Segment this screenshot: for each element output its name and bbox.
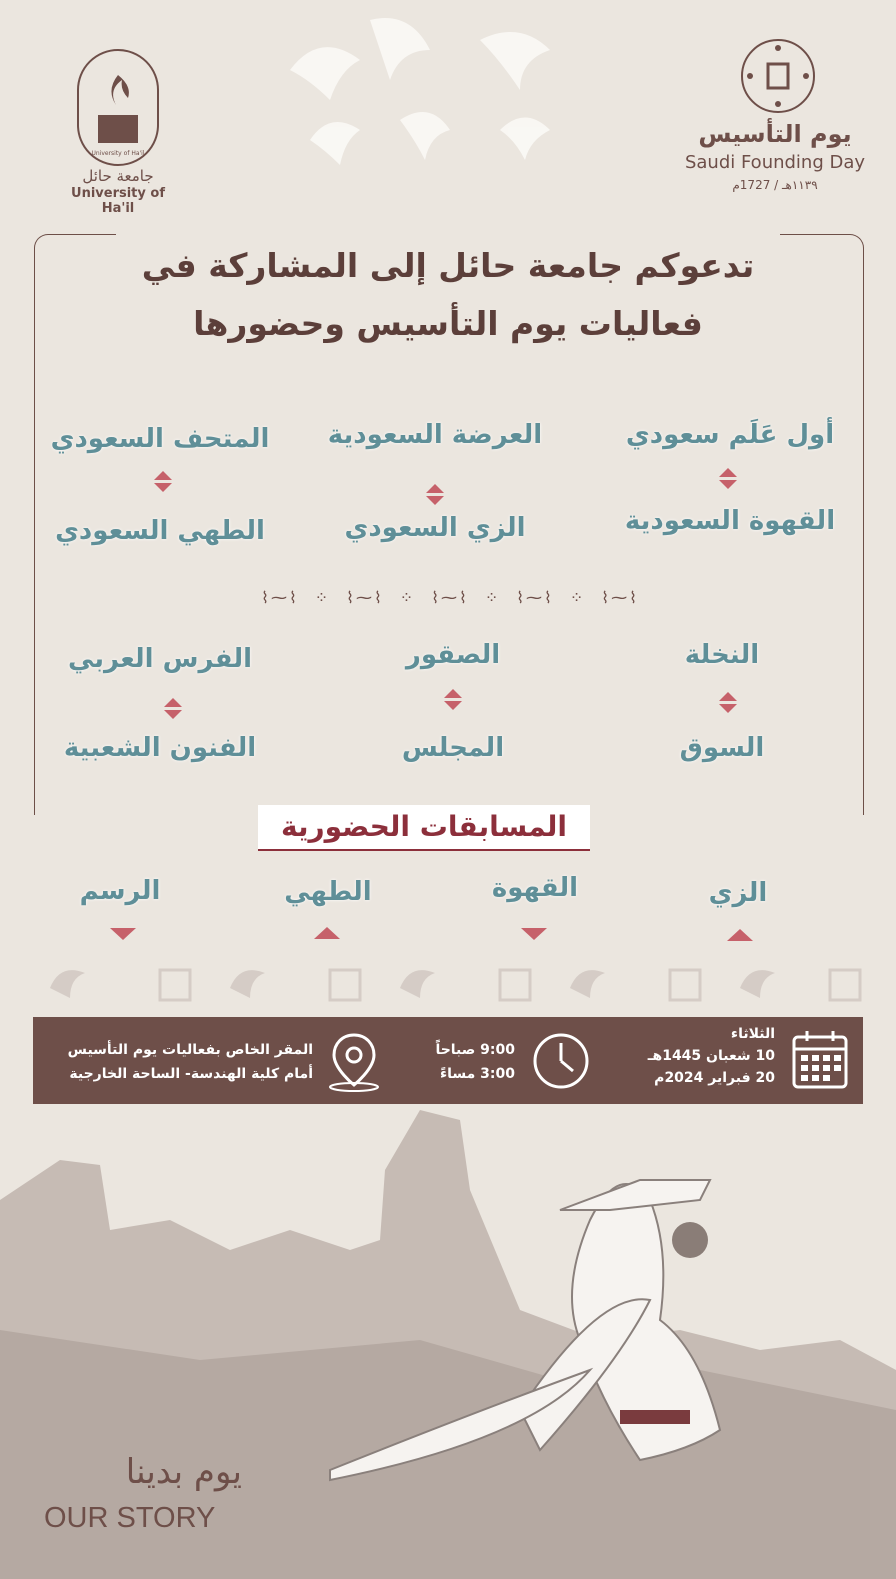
title-line-1: تدعوكم جامعة حائل إلى المشاركة في — [141, 246, 755, 285]
competition-item-4: الرسم — [79, 876, 161, 906]
svg-text:University of Ha'il: University of Ha'il — [91, 150, 145, 157]
activity-g2-2-top: الصقور — [405, 640, 501, 670]
activity-g2-3-bottom: الفنون الشعبية — [63, 733, 257, 763]
top-decorative-motif — [250, 0, 590, 200]
calendar-icon — [791, 1029, 849, 1091]
triangle-up-icon — [314, 927, 340, 939]
activity-g1-2-top: العرضة السعودية — [327, 420, 543, 450]
ornament-divider: ⌇⁓⌇ ⁘ ⌇⁓⌇ ⁘ ⌇⁓⌇ ⁘ ⌇⁓⌇ ⁘ ⌇⁓⌇ — [261, 588, 639, 607]
activity-g1-2-bottom: الزي السعودي — [344, 513, 526, 543]
clock-icon — [531, 1031, 591, 1091]
triangle-down-icon — [521, 928, 547, 940]
diamond-marker-icon — [164, 698, 182, 720]
competitions-title: المسابقات الحضورية — [258, 805, 590, 851]
event-info-bar — [33, 1017, 863, 1104]
diamond-marker-icon — [719, 468, 737, 490]
university-name-ar: جامعة حائل — [82, 167, 154, 185]
activity-g2-2-bottom: المجلس — [401, 733, 505, 763]
university-logo — [58, 45, 178, 216]
slogan-english: OUR STORY — [44, 1502, 216, 1534]
activity-g1-3-bottom: الطهي السعودي — [55, 516, 265, 546]
event-day: الثلاثاء — [730, 1026, 775, 1042]
slogan-arabic: يوم بدينا — [125, 1452, 242, 1492]
competition-item-3: الطهي — [284, 877, 372, 907]
triangle-down-icon — [110, 928, 136, 940]
activity-g1-1-top: أول عَلَم سعودي — [625, 420, 835, 450]
event-time-end: 3:00 مساءً — [439, 1066, 515, 1082]
activity-g2-1-top: النخلة — [684, 640, 760, 670]
event-location-2: أمام كلية الهندسة- الساحة الخارجية — [69, 1066, 313, 1082]
event-location-1: المقر الخاص بفعاليات يوم التأسيس — [67, 1042, 313, 1058]
event-time-start: 9:00 صباحاً — [435, 1042, 515, 1058]
event-date-hijri: 10 شعبان 1445هـ — [647, 1048, 775, 1064]
activity-g2-1-bottom: السوق — [679, 733, 765, 763]
university-emblem-icon — [58, 45, 178, 170]
title-line-2: فعاليات يوم التأسيس وحضورها — [193, 304, 703, 343]
triangle-up-icon — [727, 929, 753, 941]
diamond-marker-icon — [154, 471, 172, 493]
founding-day-en: Saudi Founding Day — [684, 152, 866, 173]
activity-g1-3-top: المتحف السعودي — [50, 424, 270, 454]
diamond-marker-icon — [719, 692, 737, 714]
competition-item-2: القهوة — [491, 873, 579, 903]
activity-g2-3-top: الفرس العربي — [67, 644, 253, 674]
competition-item-1: الزي — [708, 878, 768, 908]
founding-day-years: ١١٣٩هـ / 1727م — [732, 178, 818, 192]
founding-day-logo — [680, 36, 870, 206]
activity-g1-1-bottom: القهوة السعودية — [624, 506, 836, 536]
founding-day-emblem-icon — [680, 36, 870, 116]
university-name-en: University of Ha'il — [71, 186, 165, 216]
diamond-marker-icon — [426, 484, 444, 506]
founding-day-ar: يوم التأسيس — [698, 120, 852, 148]
decorative-pattern-strip — [30, 958, 866, 1008]
diamond-marker-icon — [444, 689, 462, 711]
invitation-title — [116, 226, 780, 366]
event-date-gregorian: 20 فبراير 2024م — [654, 1070, 775, 1086]
location-pin-icon — [325, 1031, 383, 1093]
